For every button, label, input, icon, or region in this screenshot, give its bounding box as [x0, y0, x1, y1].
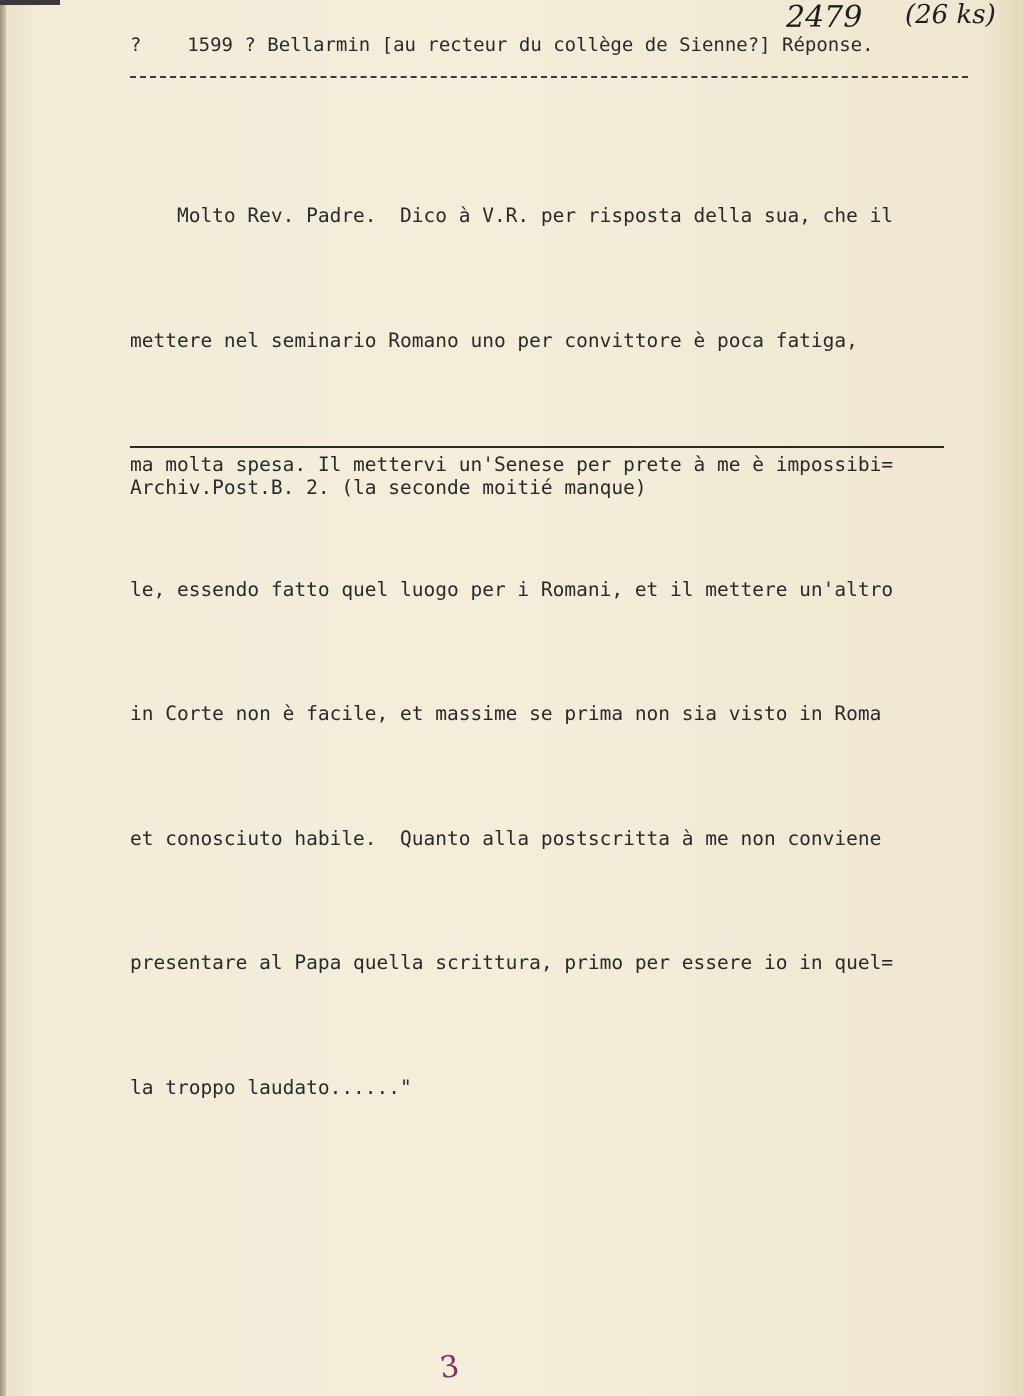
letter-line: le, essendo fatto quel luogo per i Romani, et il mettere un'altro — [130, 577, 894, 601]
paper-left-edge — [0, 0, 6, 1396]
handwritten-page-count: (26 ks) — [905, 0, 996, 30]
letter-line: ma molta spesa. Il mettervi un'Senese per prete à me è impossibi= — [130, 453, 894, 476]
letter-body — [130, 112, 970, 1191]
archive-source-note: Archiv.Post.B. 2. (la seconde moitié manque) — [130, 476, 647, 499]
handwritten-archive-number: 2479 — [786, 0, 863, 35]
letter-line: mettere nel seminario Romano uno per convittore è poca fatiga, — [130, 328, 858, 352]
paper-top-edge — [0, 0, 60, 5]
document-header: ? 1599 ? Bellarmin [au recteur du collège de Sienne?] Réponse. — [130, 34, 874, 56]
solid-divider — [130, 446, 944, 448]
handwritten-page-mark: 3 — [437, 1348, 462, 1387]
letter-line: la troppo laudato......" — [130, 1075, 412, 1099]
letter-line: Molto Rev. Padre. Dico à V.R. per risposta della sua, che il — [130, 204, 894, 227]
letter-line: presentare al Papa quella scrittura, primo per essere io in quel= — [130, 951, 894, 974]
letter-line: in Corte non è facile, et massime se prima non sia visto in Roma — [130, 702, 882, 725]
letter-line: et conosciuto habile. Quanto alla postscritta à me non conviene — [130, 826, 882, 850]
dashed-divider — [130, 76, 968, 78]
